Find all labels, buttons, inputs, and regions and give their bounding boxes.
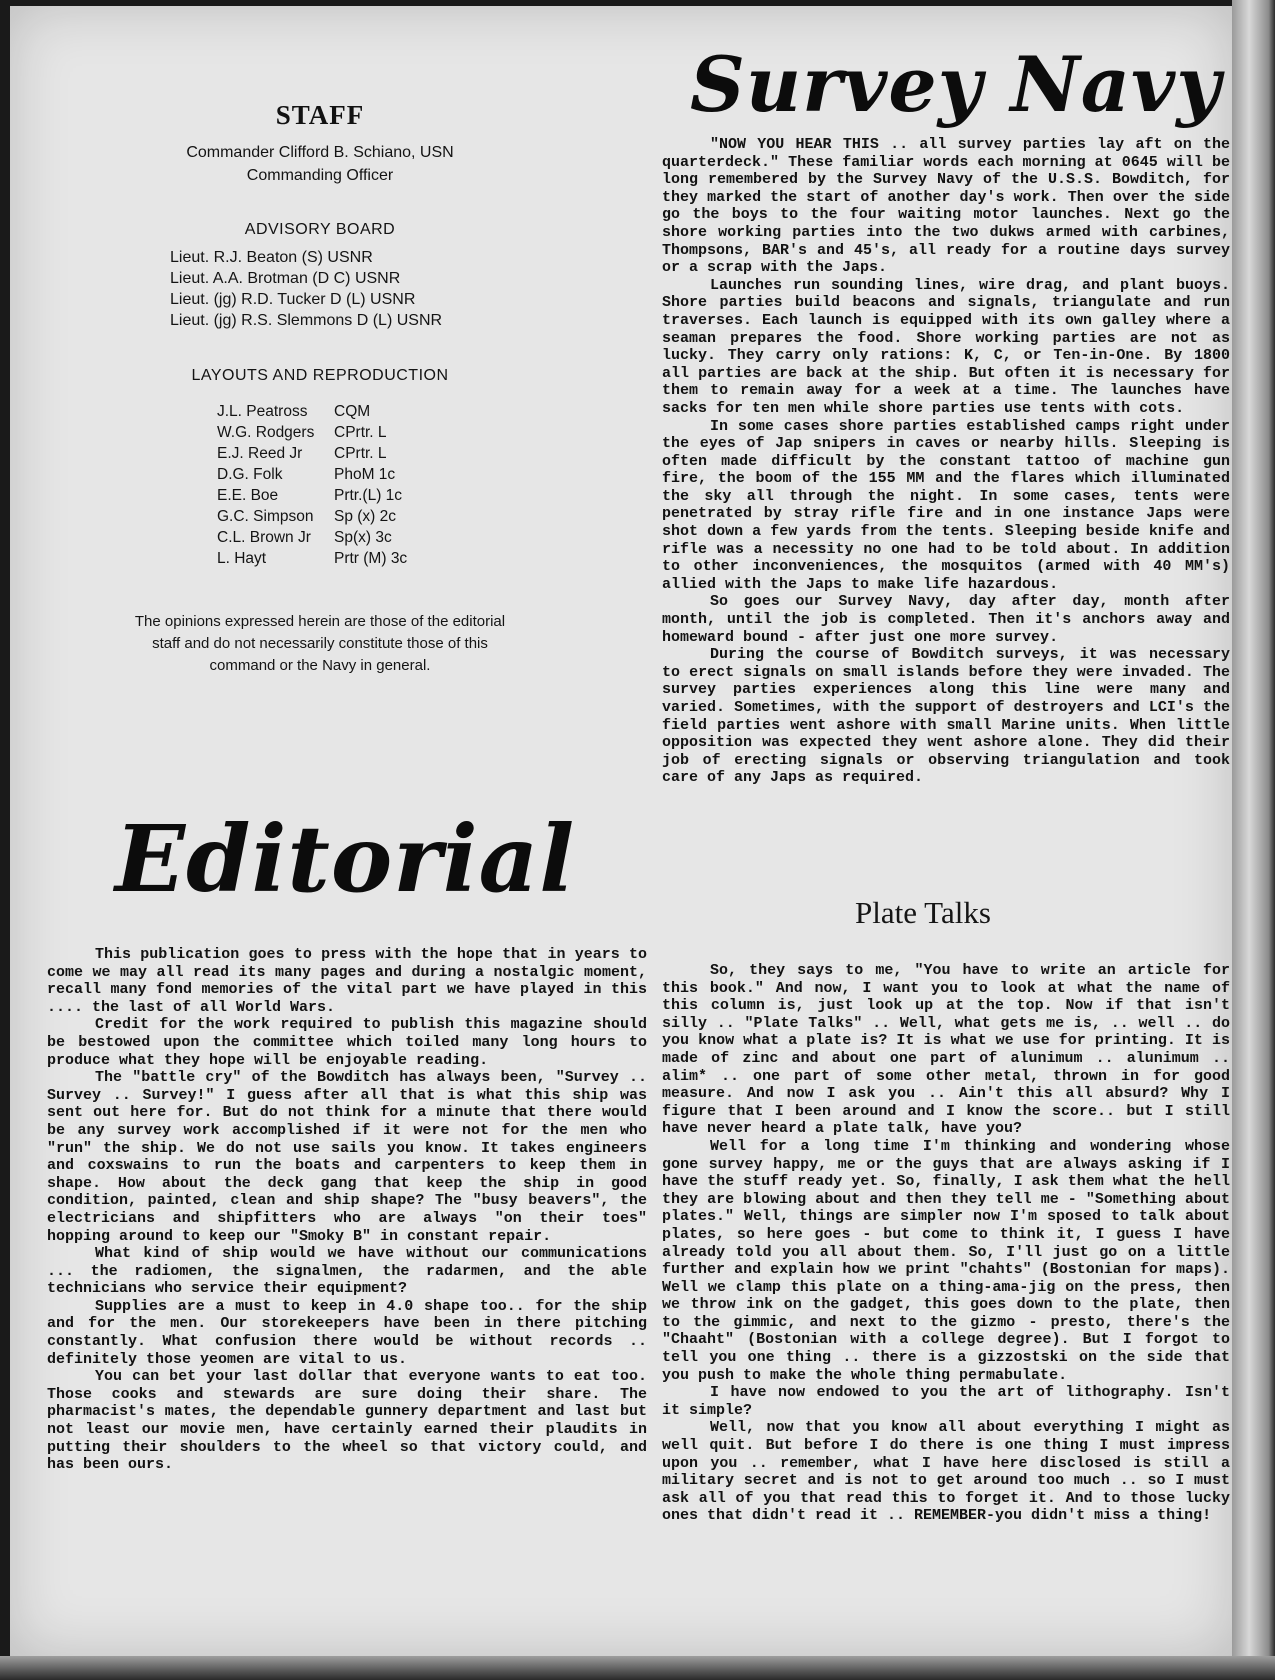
advisory-member: Lieut. (jg) R.S. Slemmons D (L) USNR xyxy=(170,312,443,329)
commander-name: Commander Clifford B. Schiano, USN xyxy=(186,144,454,161)
article-paragraph: So goes our Survey Navy, day after day, month after month, until the job is completed. Then it's anchors away and homeward bound - after just one more survey. xyxy=(662,593,1230,646)
roster-name: L. Hayt xyxy=(217,550,267,567)
commander-role: Commanding Officer xyxy=(246,167,394,184)
roster-row xyxy=(217,548,520,569)
roster-row xyxy=(217,464,520,485)
staff-block xyxy=(120,100,520,677)
roster-name: J.L. Peatross xyxy=(217,403,308,420)
layouts-heading: LAYOUTS AND REPRODUCTION xyxy=(191,367,449,384)
article-paragraph: Supplies are a must to keep in 4.0 shape too.. for the ship and for the men. Our storekeepers have been in there pitching constantly. What confusion there would be without records .. definitely those yeomen are vital to us. xyxy=(47,1297,647,1368)
plate-talks-article xyxy=(662,962,1230,1525)
article-paragraph: You can bet your last dollar that everyone wants to eat too. Those cooks and stewards are sure doing their share. The pharmacist's mates, the dependable gunnery department and last but not least our movie men, have certainly earned their plaudits in putting their shoulders to the wheel so that victory could, and has been ours. xyxy=(47,1368,647,1474)
page-binding-edge xyxy=(1232,0,1275,1680)
article-paragraph: Launches run sounding lines, wire drag, and plant buoys. Shore parties build beacons and signals, triangulate and run traverses. Each launch is equipped with its own galley where a seaman prepares the food. Shore working parties are not as lucky. They carry only rations: K, C, or Ten-in-One. By 1800 all parties are back at the ship. But often it is necessary for them to remain away for a week at a time. The launches have sacks for ten men while shore parties use tents with cots. xyxy=(662,276,1230,417)
advisory-member: Lieut. (jg) R.D. Tucker D (L) USNR xyxy=(170,291,416,308)
editorial-title: Editorial xyxy=(115,805,576,913)
roster-rate: Sp (x) 2c xyxy=(334,508,397,525)
article-paragraph: Well for a long time I'm thinking and wondering whose gone survey happy, me or the guys that are always asking if I have the stuff ready yet. So, finally, I ask them what the hell they are blowing about and then they tell me - "Something about plates." Well, things are simpler now I'm sposed to talk about plates, so here goes - but come to think it, I guess I have already told you all about them. So, I'll just go on a little further and explain how we print "chahts" (Bostonian for maps). Well we clamp this plate on a thing-ama-jig on the press, then we throw ink on the gadget, this goes down to the plate, then to the gimmic, and next to the gizmo - presto, there's the "Chaaht" (Bostonian with a college degree). But I forgot to tell you one thing .. there is a gizzostski on the side that you push to make the whole thing permabulate. xyxy=(662,1137,1230,1384)
article-paragraph: Credit for the work required to publish this magazine should be bestowed upon the committee which toiled many long hours to produce what they hope will be enjoyable reading. xyxy=(47,1016,647,1069)
article-paragraph: The "battle cry" of the Bowditch has always been, "Survey .. Survey .. Survey!" I guess after all that is what this ship was sent out here for. But do not think for a minute that there would be any survey work accomplished if it were not for the men who "run" the ship. We do not use sails you know. It takes engineers and coxswains to run the boats and carpenters to keep them in shape. How about the deck gang that keep the ship in good condition, painted, clean and ship shape? The "busy beavers", the electricians and shipfitters who are always "on their toes" hopping around to keep our "Smoky B" in constant repair. xyxy=(47,1069,647,1245)
advisory-heading: ADVISORY BOARD xyxy=(244,221,396,238)
advisory-list xyxy=(120,247,520,331)
roster-name: E.E. Boe xyxy=(217,487,279,504)
roster-name: E.J. Reed Jr xyxy=(217,445,303,462)
roster-rate: CQM xyxy=(334,403,371,420)
layouts-roster xyxy=(120,401,520,569)
roster-rate: Sp(x) 3c xyxy=(334,529,392,546)
survey-navy-title: Survey Navy xyxy=(690,40,1222,129)
roster-row xyxy=(217,527,520,548)
roster-row xyxy=(217,422,520,443)
survey-navy-article xyxy=(662,136,1230,787)
roster-rate: PhoM 1c xyxy=(334,466,396,483)
roster-row xyxy=(217,443,520,464)
article-paragraph: This publication goes to press with the hope that in years to come we may all read its many pages and during a nostalgic moment, recall many fond memories of the vital part we have played in this .... the last of all World Wars. xyxy=(47,946,647,1016)
editorial-article xyxy=(47,946,647,1474)
page-bottom-edge xyxy=(0,1656,1275,1680)
roster-name: G.C. Simpson xyxy=(217,508,314,525)
article-paragraph: What kind of ship would we have without our communications ... the radiomen, the signalmen, the radarmen, and the able technicians who service their equipment? xyxy=(47,1245,647,1298)
roster-rate: Prtr (M) 3c xyxy=(334,550,408,567)
plate-talks-title: Plate Talks xyxy=(855,895,991,930)
roster-name: W.G. Rodgers xyxy=(217,424,315,441)
roster-rate: Prtr.(L) 1c xyxy=(334,487,403,504)
roster-name: D.G. Folk xyxy=(217,466,283,483)
article-paragraph: "NOW YOU HEAR THIS .. all survey parties lay aft on the quarterdeck." These familiar words each morning at 0645 will be long remembered by the Survey Navy of the U.S.S. Bowditch, for they marked the start of another day's work. Then over the side go the boys to the four waiting motor launches. Next go the shore working parties into the two dukws armed with carbines, Thompsons, BAR's and 45's, all ready for a routine days survey or a scrap with the Japs. xyxy=(662,136,1230,277)
roster-row xyxy=(217,401,520,422)
advisory-member: Lieut. R.J. Beaton (S) USNR xyxy=(170,249,373,266)
staff-title: STAFF xyxy=(275,100,365,130)
roster-rate: CPrtr. L xyxy=(334,424,387,441)
editorial-disclaimer: The opinions expressed herein are those of the editorial staff and do not necessarily constitute those of this command or the Navy in general. xyxy=(134,613,506,674)
roster-row xyxy=(217,506,520,527)
roster-name: C.L. Brown Jr xyxy=(217,529,311,546)
article-paragraph: So, they says to me, "You have to write an article for this book." And now, I want you to look at what the name of this column is, just look up at the top. Now if that isn't silly .. "Plate Talks" .. Well, what gets me is, .. well .. do you know what a plate is? It is what we use for printing. It is made of zinc and about one part of alunimum .. alunimum .. alim* .. one part of some other metal, thrown in for good measure. And now I ask you .. Ain't this all absurd? Why I figure that I been around and I know the score.. but I still have never heard a plate talk, have you? xyxy=(662,962,1230,1138)
advisory-member: Lieut. A.A. Brotman (D C) USNR xyxy=(170,270,401,287)
roster-rate: CPrtr. L xyxy=(334,445,387,462)
article-paragraph: In some cases shore parties established camps right under the eyes of Jap snipers in caves or nearby hills. Sleeping is often made difficult by the constant tattoo of machine gun fire, the boom of the 155 MM and the flares which illuminated the sky all through the night. In some cases, tents were penetrated by stray rifle fire and in one instance Japs were shot down a few yards from the tents. Sleeping beside knife and rifle was a necessity no one had to be told about. In addition to other inconveniences, the mosquitos (armed with 40 MM's) allied with the Japs to make life hazardous. xyxy=(662,417,1230,593)
roster-row xyxy=(217,485,520,506)
article-paragraph: I have now endowed to you the art of lithography. Isn't it simple? xyxy=(662,1384,1230,1419)
article-paragraph: Well, now that you know all about everything I might as well quit. But before I do there is one thing I must impress upon you .. remember, what I have here disclosed is still a military secret and is not to get around too much .. so I must ask all of you that read this to forget it. And to those lucky ones that didn't read it .. REMEMBER-you didn't miss a thing! xyxy=(662,1419,1230,1525)
article-paragraph: During the course of Bowditch surveys, it was necessary to erect signals on small islands before they were invaded. The survey parties experiences along this line were many and varied. Sometimes, with the support of destroyers and LCI's the field parties went ashore with small Marine units. When little opposition was expected they went ashore alone. They did their job of erecting signals or observing triangulation and took care of any Japs as required. xyxy=(662,646,1230,787)
